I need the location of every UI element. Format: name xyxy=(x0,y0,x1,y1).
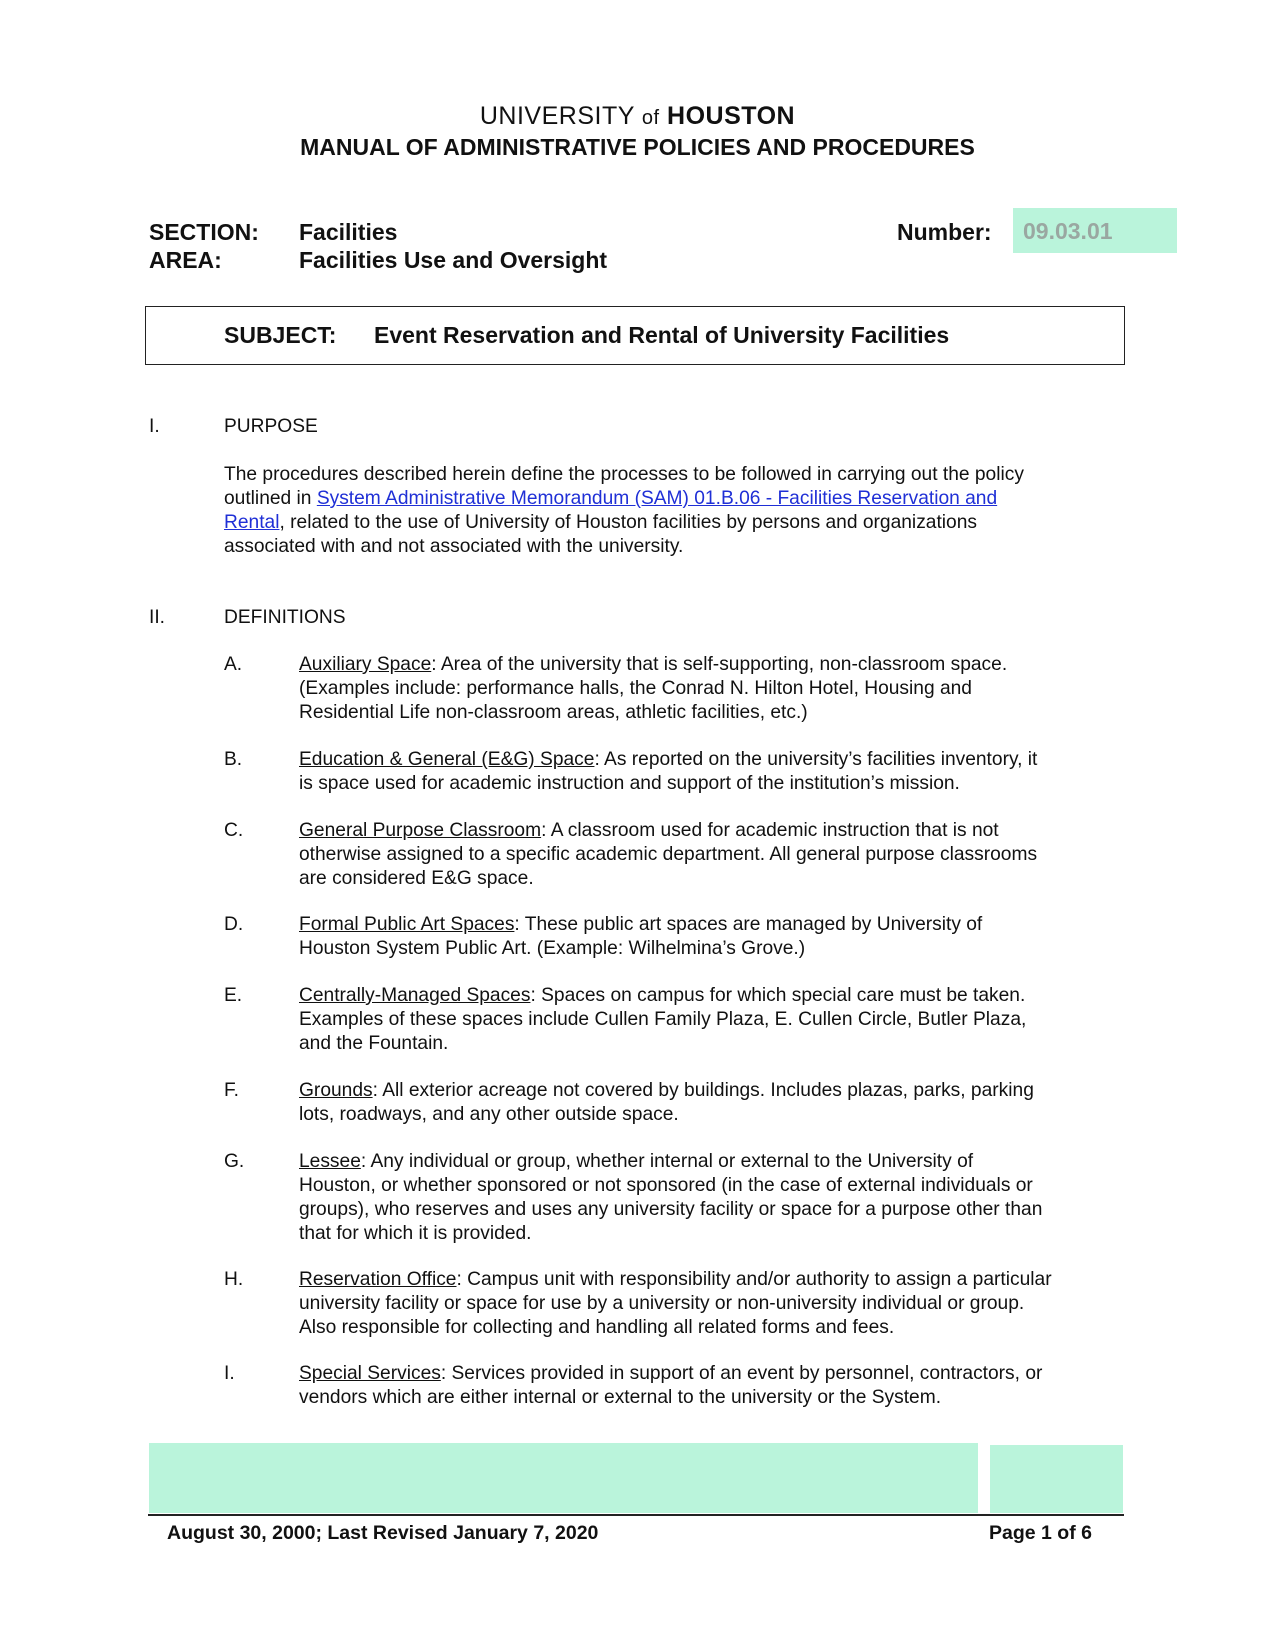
definition-letter: C. xyxy=(224,820,244,841)
definition-term: Reservation Office xyxy=(299,1269,457,1290)
sam-link[interactable]: System Administrative Memorandum (SAM) 01.B.06 - Facilities Reservation and xyxy=(316,488,998,509)
definition-term: Formal Public Art Spaces xyxy=(299,914,515,935)
purpose-line-2 xyxy=(224,487,1124,511)
number-label: Number: xyxy=(897,219,992,245)
footer-page-number: Page 1 of 6 xyxy=(989,1522,1092,1544)
definition-letter: F. xyxy=(224,1080,239,1101)
definition-text: : A classroom used for academic instruction that is not xyxy=(541,820,999,841)
purpose-line-1: The procedures described herein define the processes to be followed in carrying out the policy xyxy=(224,464,1024,485)
definition-term: Centrally-Managed Spaces xyxy=(299,985,531,1006)
definition-term: Auxiliary Space xyxy=(299,654,432,675)
university-name-part1: UNIVERSITY xyxy=(479,102,635,130)
definition-item xyxy=(299,653,1129,725)
definition-text: : These public art spaces are managed by University of xyxy=(514,914,983,935)
definitions-heading: DEFINITIONS xyxy=(224,607,346,628)
definition-text: Also responsible for collecting and handling all related forms and fees. xyxy=(299,1317,895,1338)
university-name-part2: HOUSTON xyxy=(667,102,796,130)
subject-value: Event Reservation and Rental of University Facilities xyxy=(374,322,950,348)
definition-letter: D. xyxy=(224,914,244,935)
definition-item xyxy=(299,1079,1129,1127)
definition-item xyxy=(299,984,1129,1056)
definition-text: (Examples include: performance halls, the Conrad N. Hilton Hotel, Housing and xyxy=(299,678,972,699)
footer-band-right xyxy=(990,1445,1123,1513)
definition-letter: E. xyxy=(224,985,243,1006)
definition-term: General Purpose Classroom xyxy=(299,820,542,841)
manual-title: MANUAL OF ADMINISTRATIVE POLICIES AND PROCEDURES xyxy=(300,134,975,160)
definition-text: groups), who reserves and uses any university facility or space for a purpose other than xyxy=(299,1199,1043,1220)
definition-term: Education & General (E&G) Space xyxy=(299,749,595,770)
definition-letter: I. xyxy=(224,1363,235,1384)
definition-letter: A. xyxy=(224,654,243,675)
definition-text: are considered E&G space. xyxy=(299,868,534,889)
definition-text: : Services provided in support of an event by personnel, contractors, or xyxy=(440,1363,1043,1384)
number-value: 09.03.01 xyxy=(1013,208,1177,253)
definition-text: is space used for academic instruction and support of the institution’s mission. xyxy=(299,773,960,794)
university-name-of: of xyxy=(641,107,660,129)
definition-text: university facility or space for use by a university or non-university individual or group. xyxy=(299,1293,1025,1314)
definition-item xyxy=(299,1362,1129,1410)
footer-band-left xyxy=(149,1443,978,1513)
definition-text: that for which it is provided. xyxy=(299,1223,532,1244)
area-label: AREA: xyxy=(149,247,222,273)
definition-term: Grounds xyxy=(299,1080,373,1101)
definition-item xyxy=(299,1150,1129,1246)
definition-item xyxy=(299,913,1129,961)
definitions-numeral: II. xyxy=(149,607,165,628)
section-value: Facilities xyxy=(299,219,398,245)
purpose-line-4: associated with and not associated with the university. xyxy=(224,536,684,557)
definition-text: Examples of these spaces include Cullen Family Plaza, E. Cullen Circle, Butler Plaza, xyxy=(299,1009,1027,1030)
sam-link-continued[interactable]: Rental xyxy=(224,512,280,533)
definition-letter: H. xyxy=(224,1269,244,1290)
definition-text: : Spaces on campus for which special care must be taken. xyxy=(530,985,1026,1006)
definition-item xyxy=(299,1268,1129,1340)
definition-item xyxy=(299,748,1129,796)
definition-term: Lessee xyxy=(299,1151,361,1172)
definition-text: Houston System Public Art. (Example: Wilhelmina’s Grove.) xyxy=(299,938,806,959)
definition-text: and the Fountain. xyxy=(299,1033,449,1054)
definition-text: lots, roadways, and any other outside space. xyxy=(299,1104,679,1125)
definition-text: : As reported on the university’s facilities inventory, it xyxy=(594,749,1038,770)
definition-text: : All exterior acreage not covered by buildings. Includes plazas, parks, parking xyxy=(372,1080,1034,1101)
definition-text: vendors which are either internal or external to the university or the System. xyxy=(299,1387,942,1408)
purpose-line-3-text: , related to the use of University of Houston facilities by persons and organizations xyxy=(279,512,977,533)
subject-label: SUBJECT: xyxy=(224,322,337,348)
purpose-line-2-text: outlined in xyxy=(224,488,317,509)
definition-text: Residential Life non-classroom areas, athletic facilities, etc.) xyxy=(299,702,808,723)
purpose-line-3 xyxy=(224,511,1124,535)
definition-letter: G. xyxy=(224,1151,245,1172)
section-label: SECTION: xyxy=(149,219,259,245)
purpose-heading: PURPOSE xyxy=(224,416,318,437)
footer-divider xyxy=(148,1514,1124,1516)
purpose-paragraph xyxy=(224,463,1124,559)
purpose-numeral: I. xyxy=(149,416,160,437)
definition-text: : Area of the university that is self-supporting, non-classroom space. xyxy=(431,654,1008,675)
definition-text: : Any individual or group, whether internal or external to the University of xyxy=(360,1151,974,1172)
definition-item xyxy=(299,819,1129,891)
footer-dates: August 30, 2000; Last Revised January 7, 2020 xyxy=(167,1522,599,1544)
definition-text: otherwise assigned to a specific academic department. All general purpose classrooms xyxy=(299,844,1038,865)
definition-term: Special Services xyxy=(299,1363,441,1384)
definition-letter: B. xyxy=(224,749,243,770)
university-title xyxy=(0,102,1275,131)
definition-text: : Campus unit with responsibility and/or authority to assign a particular xyxy=(456,1269,1052,1290)
area-value: Facilities Use and Oversight xyxy=(299,247,608,273)
definition-text: Houston, or whether sponsored or not sponsored (in the case of external individuals or xyxy=(299,1175,1033,1196)
